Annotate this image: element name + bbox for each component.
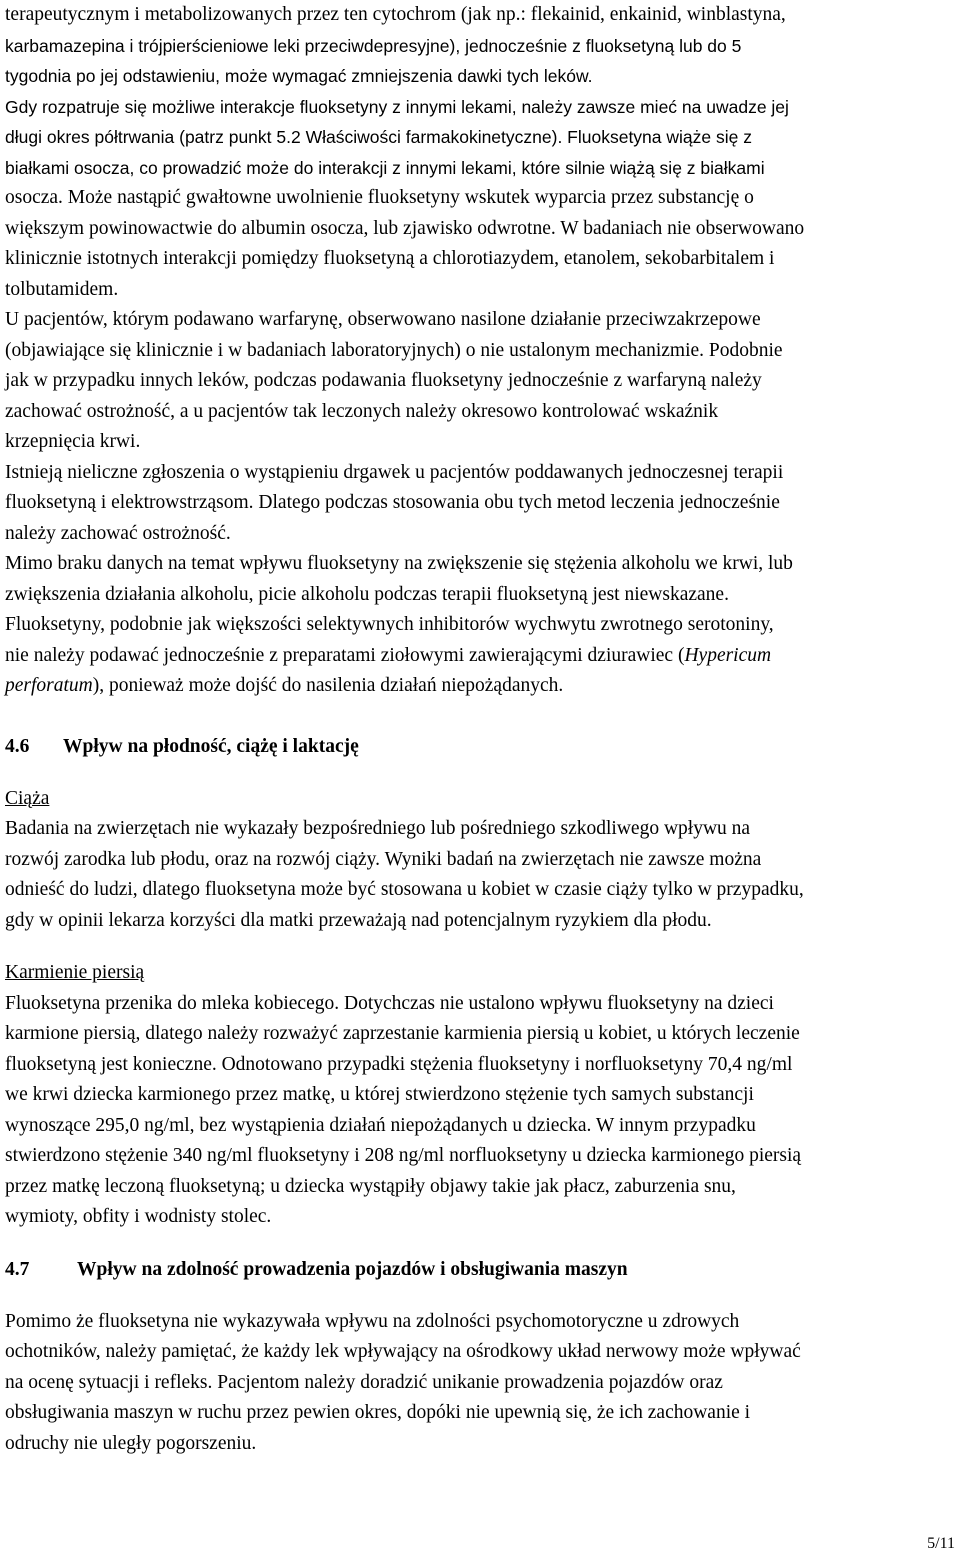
text-line: rozwój zarodka lub płodu, oraz na rozwój ciąży. Wyniki badań na zwierzętach nie zawsze można [5, 848, 762, 870]
text-line: karmione piersią, dlatego należy rozważyć zaprzestanie karmienia piersią u kobiet, u których leczenie [5, 1023, 800, 1044]
text-line: długi okres półtrwania (patrz punkt 5.2 Właściwości farmakokinetyczne). Fluoksetyna wiąże się z [5, 127, 752, 147]
text-line: ochotników, należy pamiętać, że każdy lek wpływający na ośrodkowy układ nerwowy może wpływać [5, 1341, 801, 1362]
text-line: Gdy rozpatruje się możliwe interakcje fluoksetyny z innymi lekami, należy zawsze mieć na uwadze jej [5, 96, 789, 117]
text-line: klinicznie istotnych interakcji pomiędzy fluoksetyną a chlorotiazydem, etanolem, sekobarbitalem i [5, 248, 775, 269]
text-line: Fluoksetyna przenika do mleka kobiecego. Dotychczas nie ustalono wpływu fluoksetyny na dzieci [5, 992, 774, 1014]
interactions-paragraph [5, 0, 955, 702]
document-page [5, 0, 955, 1459]
text-line: wymioty, obfity i wodnisty stolec. [5, 1206, 272, 1227]
subsection-heading-pregnancy: Ciąża [5, 787, 50, 809]
text-line: osocza. Może nastąpić gwałtowne uwolnienie fluoksetyny wskutek wyparcia przez substancję o [5, 187, 754, 208]
text-line: krzepnięcia krwi. [5, 431, 141, 452]
text-line: nie należy podawać jednocześnie z preparatami ziołowymi zawierającymi dziurawiec (Hypericum [5, 644, 772, 666]
text-line: zachować ostrożność, a u pacjentów tak leczonych należy okresowo kontrolować wskaźnik [5, 400, 719, 422]
text-line: odruchy nie uległy pogorszeniu. [5, 1432, 257, 1454]
text-line: większym powinowactwie do albumin osocza, lub zjawisko odwrotne. W badaniach nie obserwowano [5, 217, 805, 239]
text-line: należy zachować ostrożność. [5, 522, 231, 544]
text-line: perforatum), ponieważ może dojść do nasilenia działań niepożądanych. [5, 675, 564, 696]
text-line: Badania na zwierzętach nie wykazały bezpośredniego lub pośredniego szkodliwego wpływu na [5, 818, 751, 839]
text-line: Pomimo że fluoksetyna nie wykazywała wpływu na zdolności psychomotoryczne u zdrowych [5, 1310, 740, 1332]
text-line: terapeutycznym i metabolizowanych przez ten cytochrom (jak np.: flekainid, enkainid, winblastyna, [5, 4, 786, 25]
text-line: U pacjentów, którym podawano warfarynę, obserwowano nasilone działanie przeciwzakrzepowe [5, 309, 761, 330]
driving-paragraph [5, 1307, 955, 1460]
text-line: odnieść do ludzi, dlatego fluoksetyna może być stosowana u kobiet w czasie ciąży tylko w przypadku, [5, 879, 804, 900]
latin-term: perforatum [5, 675, 93, 696]
text-line: gdy w opinii lekarza korzyści dla matki przeważają nad potencjalnym ryzykiem dla płodu. [5, 909, 712, 931]
text-line: stwierdzono stężenie 340 ng/ml fluoksetyny i 208 ng/ml norfluoksetyny u dziecka karmionego piersią [5, 1145, 802, 1166]
text-line: (objawiające się klinicznie i w badaniach laboratoryjnych) o nie ustalonym mechanizmie. Podobnie [5, 339, 783, 361]
latin-term: Hypericum [684, 644, 772, 666]
text-line: obsługiwania maszyn w ruchu przez pewien okres, dopóki nie upewnią się, że ich zachowanie i [5, 1402, 751, 1423]
subsection-heading-breastfeeding: Karmienie piersią [5, 962, 145, 983]
text-line: we krwi dziecka karmionego przez matkę, u której stwierdzono stężenie tych samych substancji [5, 1084, 754, 1105]
section-number: 4.6 [5, 735, 30, 757]
page-number: 5/11 [927, 1535, 955, 1552]
text-line: karbamazepina i trójpierścieniowe leki przeciwdepresyjne), jednocześnie z fluoksetyną lub do 5 [5, 35, 742, 56]
text-line: Fluoksetyny, podobnie jak większości selektywnych inhibitorów wychwytu zwrotnego serotoniny, [5, 614, 774, 635]
pregnancy-paragraph [5, 814, 955, 936]
section-number: 4.7 [5, 1258, 30, 1280]
section-heading [5, 1255, 955, 1285]
text-line: jak w przypadku innych leków, podczas podawania fluoksetyny jednocześnie z warfaryną należy [5, 370, 762, 391]
section-title: Wpływ na zdolność prowadzenia pojazdów i obsługiwania maszyn [77, 1258, 628, 1280]
text-line: tolbutamidem. [5, 278, 119, 300]
text-line: tygodnia po jej odstawieniu, może wymagać zmniejszenia dawki tych leków. [5, 66, 593, 86]
section-heading [5, 732, 955, 762]
text-line: Mimo braku danych na temat wpływu fluoksetyny na zwiększenie się stężenia alkoholu we krwi, lub [5, 553, 793, 574]
text-line: wynoszące 295,0 ng/ml, bez wystąpienia działań niepożądanych u dziecka. W innym przypadku [5, 1114, 756, 1136]
text-line: fluoksetyną jest konieczne. Odnotowano przypadki stężenia fluoksetyny i norfluoksetyny 70,4 ng/ml [5, 1053, 793, 1075]
text-line: zwiększenia działania alkoholu, picie alkoholu podczas terapii fluoksetyną jest niewskazane. [5, 583, 729, 605]
section-title: Wpływ na płodność, ciążę i laktację [63, 735, 359, 757]
breastfeeding-paragraph [5, 989, 955, 1233]
text-line: fluoksetyną i elektrowstrząsom. Dlatego podczas stosowania obu tych metod leczenia jednocześnie [5, 492, 780, 513]
text-line: przez matkę leczoną fluoksetyną; u dziecka wystąpiły objawy takie jak płacz, zaburzenia snu, [5, 1175, 736, 1197]
text-line: Istnieją nieliczne zgłoszenia o wystąpieniu drgawek u pacjentów poddawanych jednoczesnej terapii [5, 461, 784, 483]
text-line: białkami osocza, co prowadzić może do interakcji z innymi lekami, które silnie wiążą się z białkami [5, 157, 765, 178]
text-line: na ocenę sytuacji i refleks. Pacjentom należy doradzić unikanie prowadzenia pojazdów oraz [5, 1371, 723, 1393]
